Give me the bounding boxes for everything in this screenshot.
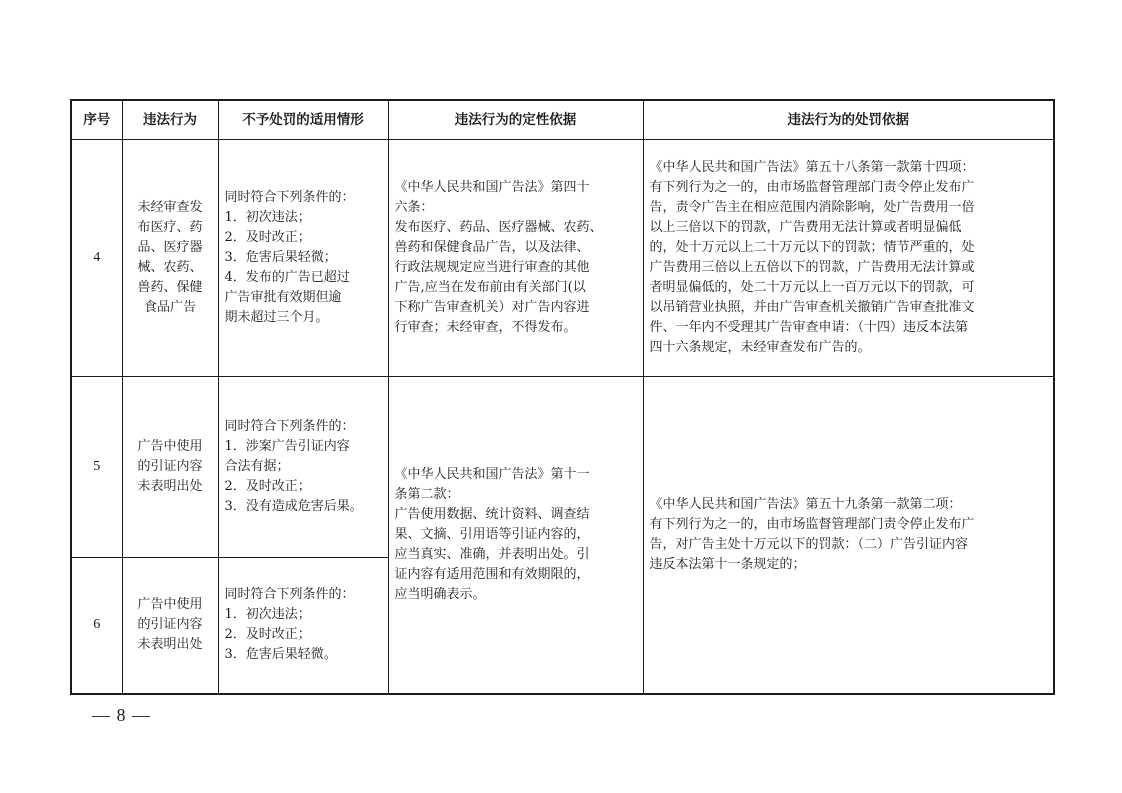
basis-cell xyxy=(388,140,643,377)
row-number: 6 xyxy=(71,558,122,694)
exemption-text: 同时符合下列条件的： 1．初次违法； 2．及时改正； 3．危害后果轻微。 xyxy=(224,587,355,663)
page-number: — 8 — xyxy=(92,705,151,725)
penalty-cell xyxy=(643,140,1054,377)
basis-cell-merged xyxy=(388,377,643,694)
row-number: 4 xyxy=(71,140,122,377)
exemption-cell xyxy=(218,140,388,377)
table-header-row xyxy=(71,100,1054,140)
header-penalty-basis: 违法行为的处罚依据 xyxy=(643,100,1054,140)
violation-cell xyxy=(122,140,218,377)
header-serial-number: 序号 xyxy=(71,100,122,140)
violation-text: 广告中使用 的引证内容 未表明出处 xyxy=(137,597,203,653)
table-row xyxy=(71,377,1054,558)
violation-text: 广告中使用 的引证内容 未表明出处 xyxy=(137,439,203,494)
penalty-exemption-table xyxy=(70,99,1055,695)
violation-cell xyxy=(122,377,218,558)
basis-text: 《中华人民共和国广告法》第十一 条第二款： 广告使用数据、统计资料、调查结 果、文摘、引用语等引证内容的， 应当真实、准确，并表明出处。引 证内容有适用范围和有效期限的， 应当明确表示。 xyxy=(394,466,590,602)
header-exemption-conditions: 不予处罚的适用情形 xyxy=(218,100,388,140)
penalty-cell-merged xyxy=(643,377,1054,694)
violation-text: 未经审查发 布医疗、药 品、医疗器 械、农药、 兽药、保健 食品广告 xyxy=(137,200,203,315)
penalty-text: 《中华人民共和国广告法》第五十八条第一款第十四项： 有下列行为之一的，由市场监督管理部门责令停止发布广 告，责令广告主在相应范围内消除影响，处广告费用一倍 以上三倍以下的罚款，广告费用无法计算或者明显偏低 的，处十万元以上二十万元以下的罚款；情节严重的，处 广告费用三倍以上五倍以下的罚款，广告费用无法计算或 者明显偏低的，处二十万元以上一百万元以下的罚款，可 以吊销营业执照，并由广告审查机关撤销广告审查批准文 件、一年内不受理其广告审查申请：（十四）违反本法第 四十六条规定，未经审查发布广告的。 xyxy=(649,160,975,355)
exemption-text: 同时符合下列条件的： 1．涉案广告引证内容 合法有据； 2．及时改正； 3．没有造成危害后果。 xyxy=(224,419,363,514)
exemption-cell xyxy=(218,377,388,558)
header-violation: 违法行为 xyxy=(122,100,218,140)
table-row xyxy=(71,140,1054,377)
row-number: 5 xyxy=(71,377,122,558)
header-qualification-basis: 违法行为的定性依据 xyxy=(388,100,643,140)
penalty-text: 《中华人民共和国广告法》第五十九条第一款第二项： 有下列行为之一的，由市场监督管理部门责令停止发布广 告，对广告主处十万元以下的罚款：（二）广告引证内容 违反本法第十一条规定的； xyxy=(649,496,975,572)
exemption-cell xyxy=(218,558,388,694)
basis-text: 《中华人民共和国广告法》第四十 六条： 发布医疗、药品、医疗器械、农药、 兽药和保健食品广告，以及法律、 行政法规规定应当进行审查的其他 广告,应当在发布前由有关部门(以 下称广告审查机关）对广告内容进 行审查；未经审查，不得发布。 xyxy=(394,180,603,335)
exemption-text: 同时符合下列条件的： 1．初次违法； 2．及时改正； 3．危害后果轻微； 4．发布的广告已超过 广告审批有效期但逾 期未超过三个月。 xyxy=(224,190,355,325)
violation-cell xyxy=(122,558,218,694)
